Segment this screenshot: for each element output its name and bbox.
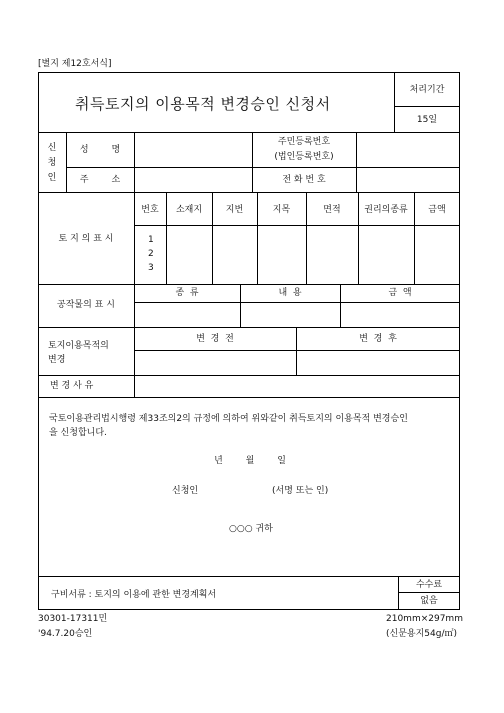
applicant-label-1: 신	[47, 143, 57, 153]
structure-section-label: 공작물의 표 시	[57, 300, 115, 310]
required-documents: 구비서류 : 토지의 이용에 관한 변경계획서	[51, 590, 217, 600]
processing-period-value: 15일	[416, 115, 438, 125]
processing-period-label: 처리기간	[409, 85, 445, 95]
address-label: 주 소	[79, 175, 121, 185]
land-col-right-type: 권리의종류	[364, 205, 408, 215]
land-col-amount: 금액	[428, 205, 446, 215]
land-row-number: 2	[148, 249, 154, 259]
signature-note: (서명 또는 인)	[272, 486, 329, 496]
phone-label: 전 화 번 호	[282, 175, 326, 185]
land-section-label: 토 지 의 표 시	[58, 234, 114, 244]
structure-col-amount: 금 액	[388, 288, 412, 298]
declaration-text: 국토이용관리법시행령 제33조의2의 규정에 의하여 위와같이 취득토지의 이용목적 변경승인	[49, 414, 408, 424]
change-section-label-2: 변경	[48, 355, 66, 365]
structure-col-content: 내 용	[278, 288, 302, 298]
land-row-number: 3	[148, 263, 154, 273]
paper-size: 210mm×297mm	[386, 614, 463, 624]
land-col-lot: 지번	[225, 205, 244, 215]
change-before-label: 변 경 전	[196, 334, 234, 344]
land-row-number: 1	[148, 235, 154, 245]
change-section-label: 토지이용목적의	[48, 341, 109, 351]
recipient: ○○○ 귀하	[229, 524, 273, 534]
name-label: 성 명	[79, 145, 121, 155]
applicant-signature-label: 신청인	[172, 486, 199, 496]
fee-label: 수수료	[415, 580, 443, 590]
id-number-label: 주민등록번호	[277, 137, 331, 147]
fee-value: 없음	[420, 596, 438, 606]
applicant-label-3: 인	[47, 173, 57, 183]
declaration-text-2: 을 신청합니다.	[49, 428, 107, 438]
page-title: 취득토지의 이용목적 변경승인 신청서	[75, 95, 331, 113]
form-code: 30301-17311민	[38, 614, 108, 624]
form-number: [별지 제12호서식]	[38, 59, 112, 69]
corp-number-label: (법인등록번호)	[274, 152, 334, 162]
reason-label: 변 경 사 유	[50, 381, 94, 391]
application-date: 년 월 일	[214, 456, 286, 466]
land-col-category: 지목	[272, 205, 291, 215]
applicant-label-2: 청	[47, 158, 57, 168]
land-col-area: 면적	[323, 205, 341, 215]
change-after-label: 변 경 후	[359, 334, 397, 344]
structure-col-type: 종 류	[175, 288, 199, 298]
paper-spec: (신문용지54g/㎡)	[386, 629, 457, 639]
land-col-number: 번호	[141, 205, 159, 215]
approval-date: '94.7.20승인	[38, 629, 93, 639]
land-col-location: 소재지	[175, 205, 203, 215]
